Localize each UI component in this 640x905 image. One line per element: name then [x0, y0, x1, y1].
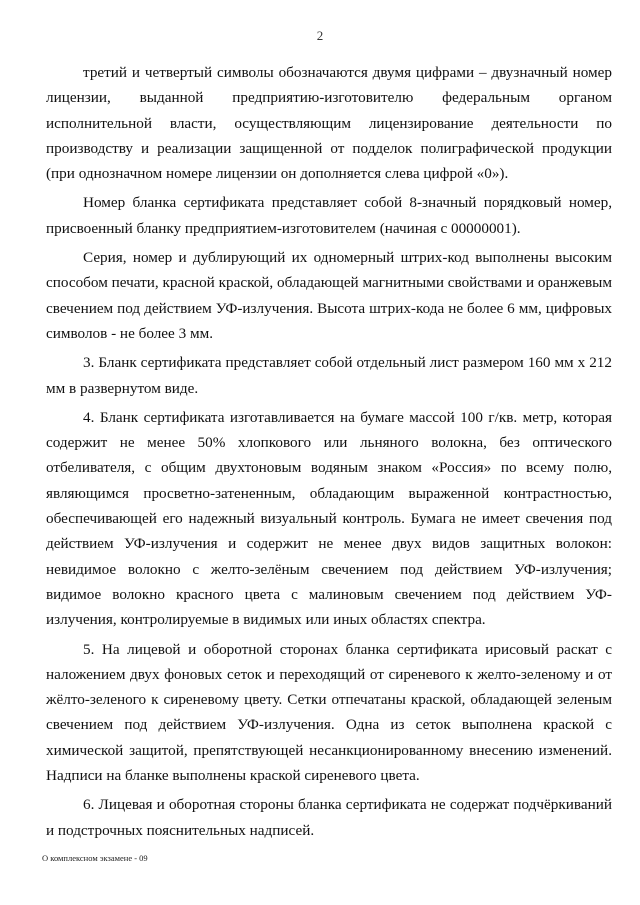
footer-note: О комплексном экзамене - 09: [42, 853, 148, 863]
paragraph-blank-number: Номер бланка сертификата представляет собой 8-значный порядковый номер, присвоенный бланку предприятием-изготовителем (начиная с 00000001).: [46, 194, 612, 237]
document-body: [46, 60, 612, 843]
page-number: 2: [316, 28, 324, 43]
paragraph-item-6: 6. Лицевая и оборотная стороны бланка сертификата не содержат подчёркиваний и подстрочных пояснительных надписей.: [46, 796, 612, 839]
paragraph-item-5: 5. На лицевой и оборотной сторонах бланка сертификата ирисовый раскат с наложением двух фоновых сеток и переходящий от сиреневого к желто-зеленому и от жёлто-зеленого к сиреневому цвету. Сетки отпечатаны краской, обладающей зеленым свечением под действием УФ-излучения. Одна из сеток выполнена краской с химической защитой, препятствующей несанкционированному внесению изменений. Надписи на бланке выполнены краской сиреневого цвета.: [46, 640, 612, 785]
paragraph-item-4: 4. Бланк сертификата изготавливается на бумаге массой 100 г/кв. метр, которая содержит не менее 50% хлопкового или льняного волокна, без оптического отбеливателя, с общим двухтоновым водяным знаком «Россия» по всему полю, являющимся просветно-затененным, обладающим выраженной контрастностью, обеспечивающей его надежный визуальный контроль. Бумага не имеет свечения под действием УФ-излучения и содержит не менее двух видов защитных волокон: невидимое волокно с желто-зелёным свечением под действием УФ-излучения; видимое волокно красного цвета с малиновым свечением под действием УФ-излучения, контролируемые в видимых или иных областях спектра.: [46, 408, 612, 629]
paragraph-series-barcode: Серия, номер и дублирующий их одномерный штрих-код выполнены высоким способом печати, красной краской, обладающей магнитными свойствами и оранжевым свечением под действием УФ-излучения. Высота штрих-кода не более 6 мм, цифровых символов - не более 3 мм.: [46, 249, 612, 342]
paragraph-item-3: 3. Бланк сертификата представляет собой отдельный лист размером 160 мм х 212 мм в развернутом виде.: [46, 354, 612, 397]
paragraph-license-digits: третий и четвертый символы обозначаются двумя цифрами – двузначный номер лицензии, выданной предприятию-изготовителю федеральным органом исполнительной власти, осуществляющим лицензирование деятельности по производству и реализации защищенной от подделок полиграфической продукции (при однозначном номере лицензии он дополняется слева цифрой «0»).: [46, 64, 612, 183]
